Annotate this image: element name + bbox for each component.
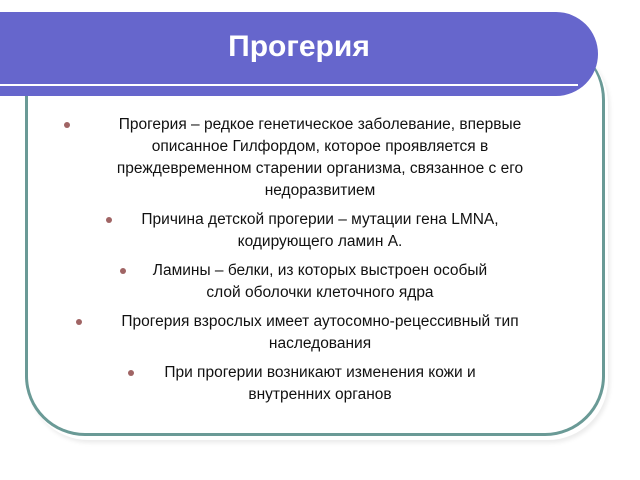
bullet-item bbox=[40, 260, 600, 304]
bullet-line: Прогерия – редкое генетическое заболевание, впервые bbox=[118, 116, 522, 133]
bullet-item bbox=[40, 362, 600, 406]
bullet-item bbox=[40, 114, 600, 202]
slide-title: Прогерия bbox=[228, 30, 370, 63]
bullet-line: недоразвитием bbox=[264, 182, 376, 199]
bullet-line: наследования bbox=[268, 335, 372, 352]
bullet-line: слой оболочки клеточного ядра bbox=[206, 284, 434, 301]
bullet-line: При прогерии возникают изменения кожи и bbox=[164, 364, 476, 381]
bullet-dot-icon bbox=[128, 370, 134, 376]
bullet-line: внутренних органов bbox=[248, 386, 392, 403]
bullet-line: Ламины – белки, из которых выстроен особый bbox=[152, 262, 488, 279]
bullet-line: Прогерия взрослых имеет аутосомно-рецессивный тип bbox=[121, 313, 519, 330]
bullet-dot-icon bbox=[106, 217, 112, 223]
bullet-list bbox=[40, 114, 600, 413]
bullet-dot-icon bbox=[76, 319, 82, 325]
bullet-dot-icon bbox=[120, 268, 126, 274]
bullet-dot-icon bbox=[64, 122, 70, 128]
bullet-line: описанное Гилфордом, которое проявляется в bbox=[151, 138, 489, 155]
bullet-item bbox=[40, 209, 600, 253]
bullet-line: Причина детской прогерии – мутации гена LMNA, bbox=[141, 211, 499, 228]
title-underline bbox=[0, 84, 578, 86]
bullet-line: кодирующего ламин А. bbox=[237, 233, 403, 250]
bullet-item bbox=[40, 311, 600, 355]
bullet-line: преждевременном старении организма, связанное с его bbox=[116, 160, 524, 177]
